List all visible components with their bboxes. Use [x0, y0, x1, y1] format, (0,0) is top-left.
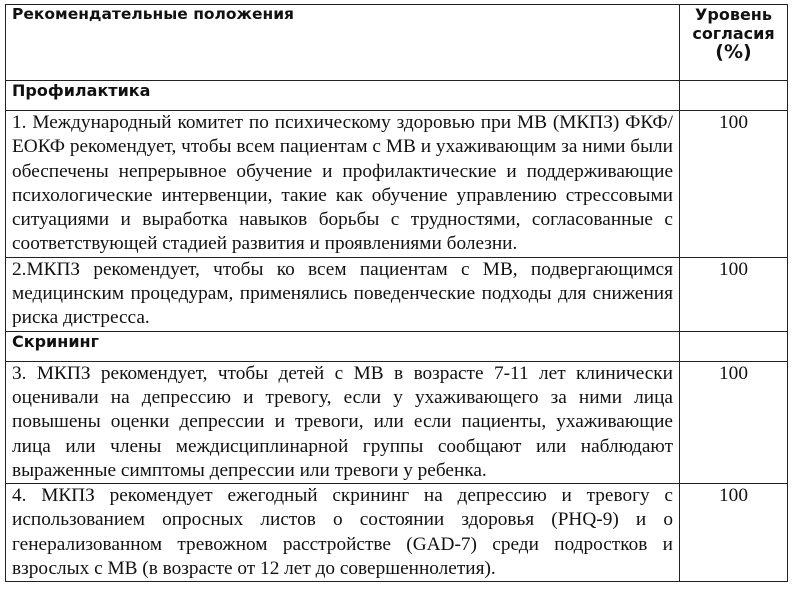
header-row [6, 5, 788, 81]
header-agreement-line3: (%) [715, 41, 752, 63]
section-row-screening [6, 331, 788, 361]
recommendation-text: 1. Международный комитет по психическому здоровью при МВ (МКПЗ) ФКФ/ЕОКФ рекомендует, чтобы всем пациентам с МВ и ухаживающим за ними были обеспечены непрерывное обучение и профилактические и поддерживающие психологические интервенции, такие как обучение управлению стрессовыми ситуациями и выработка навыков борьбы с трудностями, согласованные с соответствующей стадией развития и проявлениями болезни. [6, 111, 680, 258]
agreement-value: 100 [680, 111, 788, 258]
table-row [6, 257, 788, 331]
header-agreement-line2: согласия [692, 24, 775, 43]
section-row-prevention [6, 81, 788, 111]
agreement-value: 100 [680, 361, 788, 483]
section-empty-cell [680, 81, 788, 111]
section-empty-cell [680, 331, 788, 361]
section-title-screening: Скрининг [6, 331, 680, 361]
recommendations-table [5, 4, 788, 582]
table-row [6, 484, 788, 582]
recommendation-text: 3. МКПЗ рекомендует, чтобы детей с МВ в возрасте 7-11 лет клинически оценивали на депрессию и тревогу, если у ухаживающего за ними лица повышены оценки депрессии и тревоги, или если пациенты, ухаживающие лица или члены междисциплинарной группы сообщают или наблюдают выраженные симптомы депрессии или тревоги у ребенка. [6, 361, 680, 483]
table-row [6, 361, 788, 483]
agreement-value: 100 [680, 257, 788, 331]
header-recommendation: Рекомендательные положения [6, 5, 680, 81]
agreement-value: 100 [680, 484, 788, 582]
table-row [6, 111, 788, 258]
recommendation-text: 4. МКПЗ рекомендует ежегодный скрининг на депрессию и тревогу с использованием опросных листов о состоянии здоровья (PHQ-9) и о генерализованном тревожном расстройстве (GAD-7) среди подростков и взрослых с МВ (в возрасте от 12 лет до совершеннолетия). [6, 484, 680, 582]
section-title-prevention: Профилактика [6, 81, 680, 111]
header-agreement-line1: Уровень [695, 5, 772, 24]
header-agreement-level [680, 5, 788, 81]
recommendation-text: 2.МКПЗ рекомендует, чтобы ко всем пациентам с МВ, подвергающимся медицинским процедурам, применялись поведенческие подходы для снижения риска дистресса. [6, 257, 680, 331]
